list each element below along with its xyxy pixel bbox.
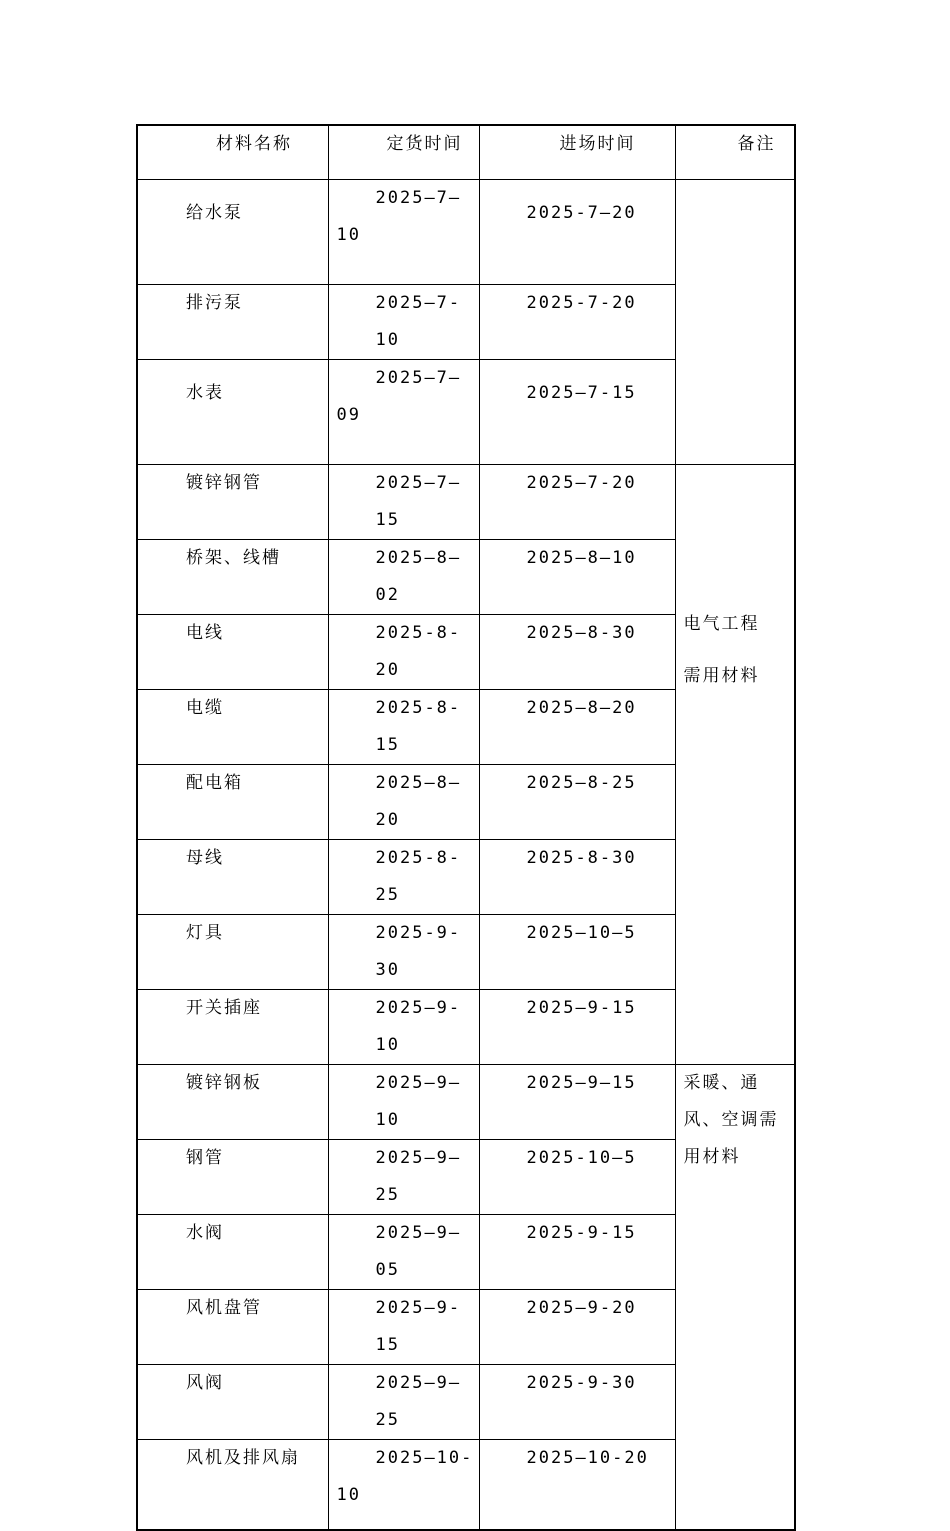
material-name-cell: 风阀 [137,1365,328,1440]
order-time-line1: 2025—7— [375,368,462,388]
notes-cell-hvac [675,1065,795,1531]
arrival-time-cell: 2025-9-15 [479,1215,675,1290]
arrival-time-cell: 2025—10-20 [479,1440,675,1531]
material-name-cell: 镀锌钢管 [137,465,328,540]
header-arrival-time: 进场时间 [479,125,675,180]
order-time-cell: 2025-8-25 [328,840,479,915]
header-order-time: 定货时间 [328,125,479,180]
table-row [137,180,795,285]
table-row [137,1065,795,1140]
material-name-cell: 桥架、线槽 [137,540,328,615]
material-name-cell: 给水泵 [137,180,328,285]
notes-cell-electrical [675,465,795,1065]
material-name-cell: 镀锌钢板 [137,1065,328,1140]
material-name-cell: 风机盘管 [137,1290,328,1365]
material-name-cell: 水表 [137,360,328,465]
order-time-line2: 10 [336,1485,361,1505]
notes-hvac-line1: 采暖、通 [683,1073,760,1093]
order-time-cell: 2025—9—25 [328,1140,479,1215]
material-name-cell: 配电箱 [137,765,328,840]
order-time-cell: 2025-8-15 [328,690,479,765]
arrival-time-cell: 2025—7-15 [479,360,675,465]
order-time-cell: 2025—9—05 [328,1215,479,1290]
material-name-cell: 水阀 [137,1215,328,1290]
order-time-cell [328,180,479,285]
arrival-time-cell: 2025—7-20 [479,465,675,540]
order-time-line1: 2025—10- [375,1448,474,1468]
header-notes: 备注 [675,125,795,180]
material-name-cell: 电线 [137,615,328,690]
arrival-time-cell: 2025-9-30 [479,1365,675,1440]
order-time-cell: 2025—9—25 [328,1365,479,1440]
notes-electrical-line1: 电气工程 [683,614,760,634]
arrival-time-cell: 2025-7—20 [479,180,675,285]
order-time-line2: 09 [336,405,361,425]
arrival-time-cell: 2025—8—10 [479,540,675,615]
order-time-cell [328,1440,479,1531]
arrival-time-cell: 2025—9-20 [479,1290,675,1365]
arrival-time-cell: 2025—8—20 [479,690,675,765]
order-time-line1: 2025—7— [375,188,462,208]
material-name-cell: 开关插座 [137,990,328,1065]
notes-hvac-line3: 用材料 [683,1147,741,1167]
notes-hvac-line2: 风、空调需 [683,1110,779,1130]
arrival-time-cell: 2025—9-15 [479,990,675,1065]
arrival-time-cell: 2025—9—15 [479,1065,675,1140]
order-time-cell: 2025-9-30 [328,915,479,990]
order-time-cell: 2025—9—10 [328,1065,479,1140]
order-time-cell: 2025—7-10 [328,285,479,360]
order-time-cell: 2025-8-20 [328,615,479,690]
notes-electrical-line2: 需用材料 [683,666,760,686]
materials-schedule-table [136,124,796,1531]
material-name-cell: 电缆 [137,690,328,765]
arrival-time-cell: 2025—8-25 [479,765,675,840]
material-name-cell: 灯具 [137,915,328,990]
table-row [137,465,795,540]
arrival-time-cell: 2025—8-30 [479,615,675,690]
table-header-row [137,125,795,180]
order-time-cell [328,360,479,465]
order-time-cell: 2025—8—02 [328,540,479,615]
material-name-cell: 钢管 [137,1140,328,1215]
material-name-cell: 母线 [137,840,328,915]
order-time-cell: 2025—7—15 [328,465,479,540]
material-name-cell: 排污泵 [137,285,328,360]
header-material-name: 材料名称 [137,125,328,180]
order-time-cell: 2025—9-10 [328,990,479,1065]
arrival-time-cell: 2025-8-30 [479,840,675,915]
order-time-cell: 2025—9-15 [328,1290,479,1365]
arrival-time-cell: 2025-7-20 [479,285,675,360]
material-name-cell: 风机及排风扇 [137,1440,328,1531]
notes-cell-plumbing [675,180,795,465]
arrival-time-cell: 2025-10—5 [479,1140,675,1215]
order-time-line2: 10 [336,225,361,245]
order-time-cell: 2025—8—20 [328,765,479,840]
arrival-time-cell: 2025—10—5 [479,915,675,990]
